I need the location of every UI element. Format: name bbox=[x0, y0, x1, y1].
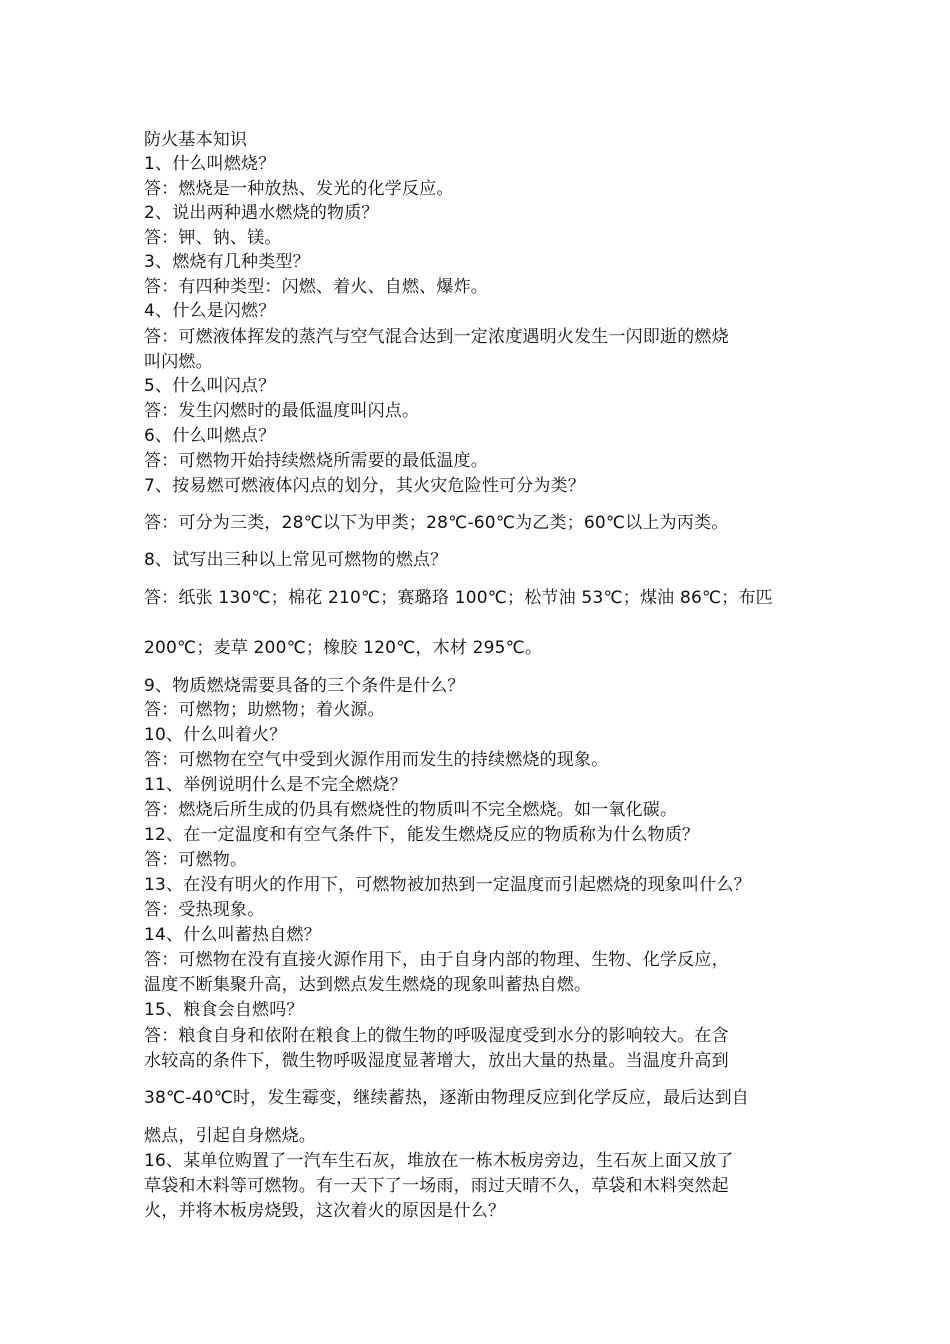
question-line: 2、说出两种遇水燃烧的物质？ bbox=[144, 203, 379, 223]
question-line: 9、物质燃烧需要具备的三个条件是什么？ bbox=[144, 676, 465, 696]
question-line: 7、按易燃可燃液体闪点的划分，其火灾危险性可分为类？ bbox=[144, 476, 586, 496]
answer-line: 答：粮食自身和依附在粮食上的微生物的呼吸湿度受到水分的影响较大。在含 bbox=[144, 1026, 729, 1046]
answer-line: 答：纸张 130℃；棉花 210℃；赛璐珞 100℃；松节油 53℃；煤油 86℃；布匹 bbox=[144, 588, 773, 608]
question-line: 1、什么叫燃烧？ bbox=[144, 154, 276, 174]
answer-line: 答：可燃液体挥发的蒸汽与空气混合达到一定浓度遇明火发生一闪即逝的燃烧 bbox=[144, 327, 729, 347]
question-line: 10、什么叫着火？ bbox=[144, 725, 287, 745]
question-line: 14、什么叫蓄热自燃？ bbox=[144, 925, 321, 945]
answer-line: 答：受热现象。 bbox=[144, 900, 265, 920]
answer-line: 200℃；麦草 200℃；橡胶 120℃，木材 295℃。 bbox=[144, 638, 543, 658]
answer-line: 答：可燃物在没有直接火源作用下，由于自身内部的物理、生物、化学反应， bbox=[144, 950, 729, 970]
question-line: 12、在一定温度和有空气条件下，能发生燃烧反应的物质称为什么物质？ bbox=[144, 825, 700, 845]
answer-line: 答：可燃物在空气中受到火源作用而发生的持续燃烧的现象。 bbox=[144, 750, 609, 770]
answer-line: 答：可燃物开始持续燃烧所需要的最低温度。 bbox=[144, 451, 488, 471]
answer-line: 答：可燃物。 bbox=[144, 850, 248, 870]
question-line: 13、在没有明火的作用下，可燃物被加热到一定温度而引起燃烧的现象叫什么？ bbox=[144, 875, 751, 895]
question-line: 3、燃烧有几种类型？ bbox=[144, 252, 310, 272]
answer-line: 答：有四种类型：闪燃、着火、自燃、爆炸。 bbox=[144, 277, 488, 297]
answer-line: 水较高的条件下，微生物呼吸湿度显著增大，放出大量的热量。当温度升高到 bbox=[144, 1051, 729, 1071]
answer-line: 答：可燃物；助燃物；着火源。 bbox=[144, 700, 385, 720]
answer-line: 答：钾、钠、镁。 bbox=[144, 228, 282, 248]
question-line: 4、什么是闪燃？ bbox=[144, 301, 276, 321]
answer-line: 答：燃烧是一种放热、发光的化学反应。 bbox=[144, 179, 454, 199]
question-line: 6、什么叫燃点？ bbox=[144, 426, 276, 446]
answer-line: 叫闪燃。 bbox=[144, 352, 213, 372]
question-line: 16、某单位购置了一汽车生石灰，堆放在一栋木板房旁边，生石灰上面又放了 bbox=[144, 1151, 734, 1171]
document-title: 防火基本知识 bbox=[144, 130, 248, 150]
question-line: 5、什么叫闪点？ bbox=[144, 376, 276, 396]
question-line: 8、试写出三种以上常见可燃物的燃点？ bbox=[144, 550, 448, 570]
answer-line: 答：燃烧后所生成的仍具有燃烧性的物质叫不完全燃烧。如一氧化碳。 bbox=[144, 800, 678, 820]
question-line: 草袋和木料等可燃物。有一天下了一场雨，雨过天晴不久，草袋和木料突然起 bbox=[144, 1176, 729, 1196]
answer-line: 燃点，引起自身燃烧。 bbox=[144, 1126, 316, 1146]
answer-line: 答：可分为三类，28℃以下为甲类；28℃-60℃为乙类；60℃以上为丙类。 bbox=[144, 513, 729, 533]
answer-line: 答：发生闪燃时的最低温度叫闪点。 bbox=[144, 401, 420, 421]
question-line: 火，并将木板房烧毁，这次着火的原因是什么？ bbox=[144, 1201, 506, 1221]
answer-line: 温度不断集聚升高，达到燃点发生燃烧的现象叫蓄热自燃。 bbox=[144, 975, 592, 995]
answer-line: 38℃-40℃时，发生霉变，继续蓄热，逐渐由物理反应到化学反应，最后达到自 bbox=[144, 1088, 749, 1108]
question-line: 11、举例说明什么是不完全燃烧？ bbox=[144, 775, 407, 795]
question-line: 15、粮食会自燃吗？ bbox=[144, 1000, 304, 1020]
